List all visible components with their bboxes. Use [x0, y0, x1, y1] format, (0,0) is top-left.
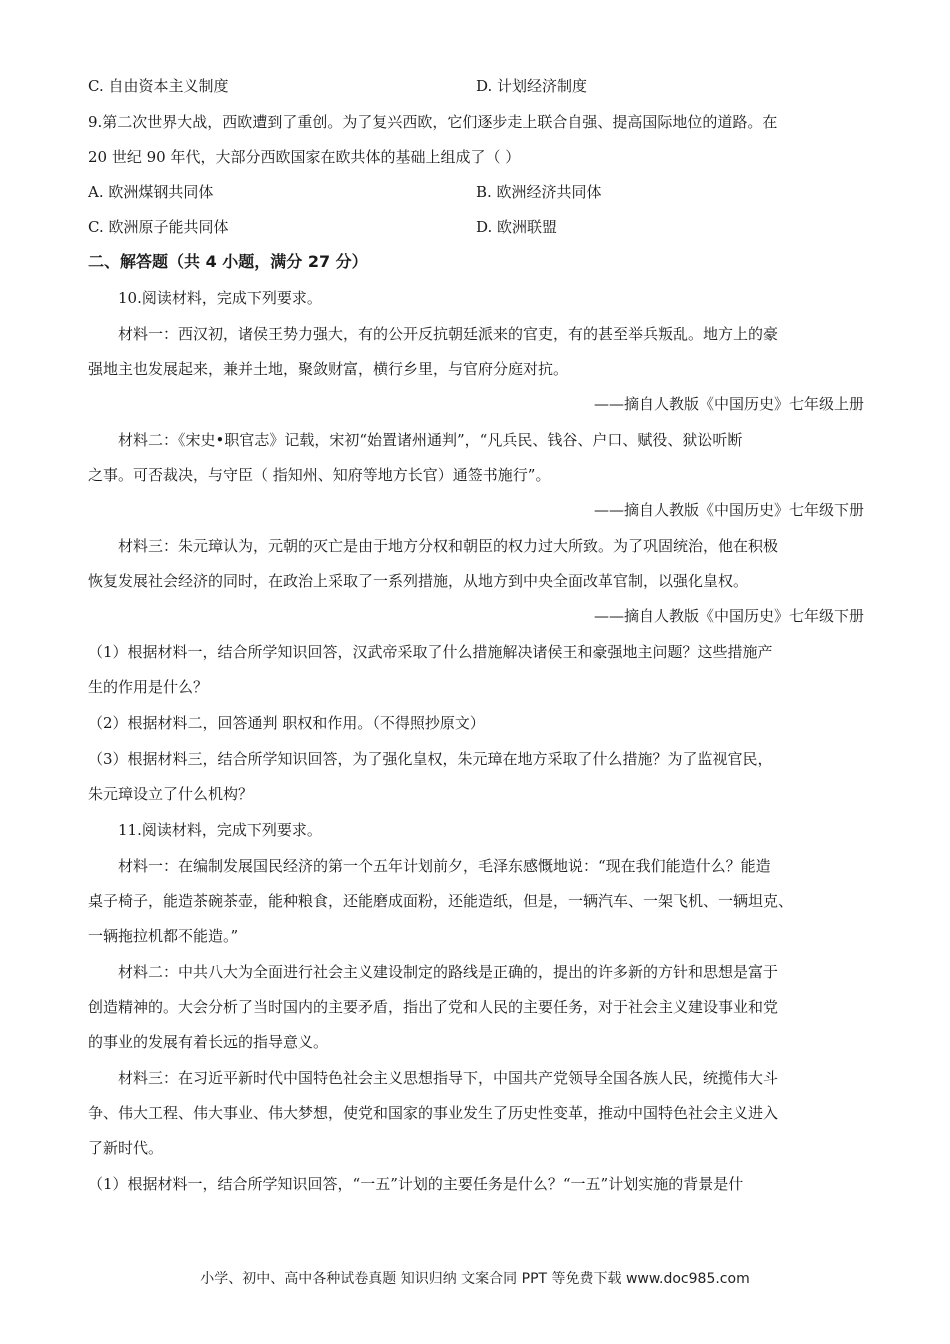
q10-material2-source: ——摘自人教版《中国历史》七年级下册 [593, 501, 864, 519]
q9-option-c: C. 欧洲原子能共同体 [88, 218, 229, 236]
q11-material3-line2: 争、伟大工程、伟大事业、伟大梦想，使党和国家的事业发生了历史性变革，推动中国特色社会主义进入 [88, 1104, 779, 1122]
q10-sub3-line1: （3）根据材料三，结合所学知识回答，为了强化皇权，朱元璋在地方采取了什么措施？为了监视官民， [88, 750, 773, 768]
q10-material1-source: ——摘自人教版《中国历史》七年级上册 [593, 395, 864, 413]
q10-material1-line2: 强地主也发展起来，兼并土地，聚敛财富，横行乡里，与官府分庭对抗。 [88, 360, 569, 378]
q11-material3-line1: 材料三：在习近平新时代中国特色社会主义思想指导下，中国共产党领导全国各族人民，统揽伟大斗 [118, 1069, 779, 1087]
option-d-prev: D. 计划经济制度 [476, 77, 588, 95]
q10-intro: 10.阅读材料，完成下列要求。 [118, 289, 322, 307]
q10-sub2: （2）根据材料二，回答通判 职权和作用。（不得照抄原文） [88, 714, 485, 732]
q9-option-b: B. 欧洲经济共同体 [476, 183, 602, 201]
q11-material2-line2: 创造精神的。大会分析了当时国内的主要矛盾，指出了党和人民的主要任务，对于社会主义建设事业和党 [88, 998, 779, 1016]
q11-sub1-line1: （1）根据材料一，结合所学知识回答，“一五”计划的主要任务是什么？“一五”计划实施的背景是什 [88, 1175, 744, 1193]
q10-sub1-line2: 生的作用是什么？ [88, 678, 209, 696]
q11-material2-line1: 材料二：中共八大为全面进行社会主义建设制定的路线是正确的，提出的许多新的方针和思想是富于 [118, 963, 779, 981]
q11-material2-line3: 的事业的发展有着长远的指导意义。 [88, 1033, 329, 1051]
q10-material3-line1: 材料三：朱元璋认为，元朝的灭亡是由于地方分权和朝臣的权力过大所致。为了巩固统治，他在积极 [118, 537, 779, 555]
section-heading: 二、解答题（共 4 小题，满分 27 分） [88, 252, 368, 271]
q9-stem-line1: 9.第二次世界大战，西欧遭到了重创。为了复兴西欧，它们逐步走上联合自强、提高国际地位的道路。在 [88, 113, 778, 131]
q11-intro: 11.阅读材料，完成下列要求。 [118, 821, 322, 839]
q10-material3-source: ——摘自人教版《中国历史》七年级下册 [593, 607, 864, 625]
q9-stem-line2: 20 世纪 90 年代，大部分西欧国家在欧共体的基础上组成了（ ） [88, 148, 521, 166]
q10-material1-line1: 材料一：西汉初，诸侯王势力强大，有的公开反抗朝廷派来的官吏，有的甚至举兵叛乱。地方上的豪 [118, 325, 779, 343]
q11-material1-line2: 桌子椅子，能造茶碗茶壶，能种粮食，还能磨成面粉，还能造纸，但是，一辆汽车、一架飞机、一辆坦克、 [88, 892, 794, 910]
q10-sub1-line1: （1）根据材料一，结合所学知识回答，汉武帝采取了什么措施解决诸侯王和豪强地主问题？这些措施产 [88, 643, 773, 661]
page-footer: 小学、初中、高中各种试卷真题 知识归纳 文案合同 PPT 等免费下载 www.doc985.com [200, 1271, 750, 1287]
q11-material1-line1: 材料一：在编制发展国民经济的第一个五年计划前夕，毛泽东感慨地说：“现在我们能造什么？能造 [118, 857, 771, 875]
q9-option-d: D. 欧洲联盟 [476, 218, 558, 236]
q11-material3-line3: 了新时代。 [88, 1139, 164, 1157]
q10-sub3-line2: 朱元璋设立了什么机构？ [88, 785, 254, 803]
q10-material3-line2: 恢复发展社会经济的同时，在政治上采取了一系列措施，从地方到中央全面改革官制，以强化皇权。 [88, 572, 749, 590]
q9-option-a: A. 欧洲煤钢共同体 [88, 183, 214, 201]
q10-material2-line2: 之事。可否裁决，与守臣（ 指知州、知府等地方长官）通签书施行”。 [88, 466, 551, 484]
q10-material2-line1: 材料二：《宋史•职官志》记载，宋初“始置诸州通判”，“凡兵民、钱谷、户口、赋役、狱讼听断 [118, 431, 743, 449]
q11-material1-line3: 一辆拖拉机都不能造。” [88, 927, 239, 945]
option-c-prev: C. 自由资本主义制度 [88, 77, 229, 95]
